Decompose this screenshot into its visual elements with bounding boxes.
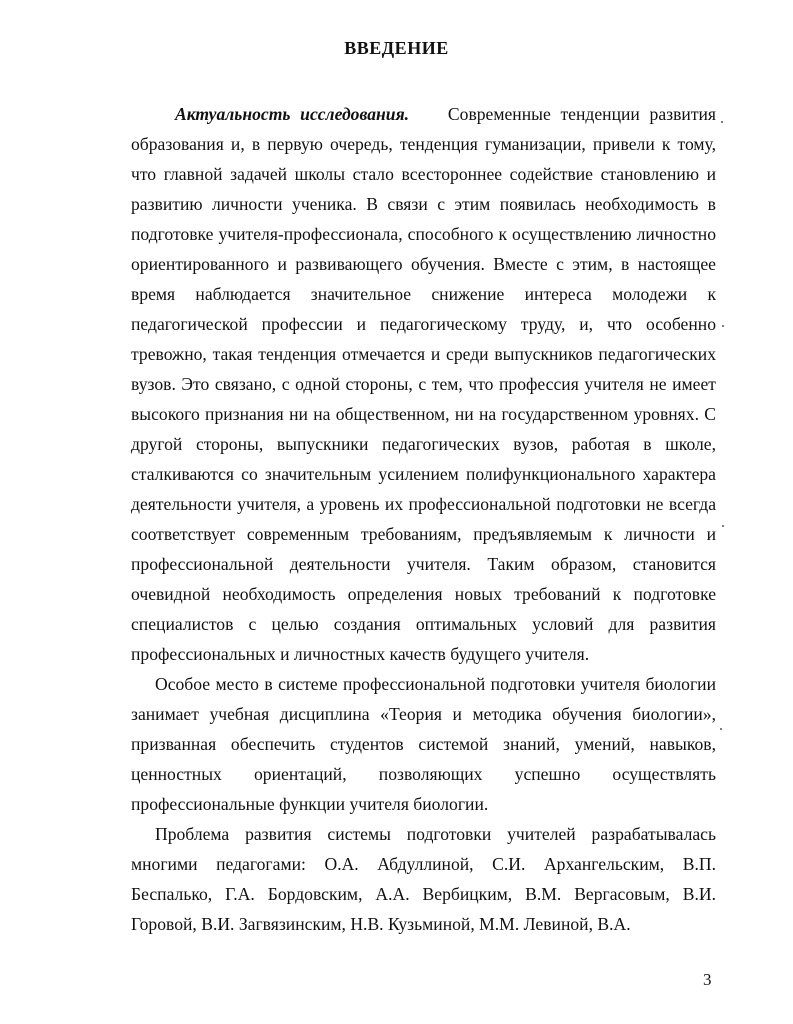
body-text — [131, 99, 716, 939]
scan-speck — [721, 121, 723, 123]
paragraph-problem: Проблема развития системы подготовки учителей разрабатывалась многими педагогами: О.А. Абдуллиной, С.И. Архангельским, В.П. Беспалько, Г.А. Бордовским, А.А. Вербицким, В.М. Вергасовым, В.И. Горовой, В.И. Загвязинским, Н.В. Кузьминой, М.М. Левиной, В.А. — [131, 824, 716, 934]
page-title: ВВЕДЕНИЕ — [344, 38, 449, 58]
scan-speck — [722, 325, 724, 327]
paragraph-relevance — [131, 99, 716, 669]
paragraph-discipline: Особое место в системе профессиональной подготовки учителя биологии занимает учебная дисциплина «Теория и методика обучения биологии», призванная обеспечить студентов системой знаний, умений, навыков, ценностных ориентаций, позволяющих успешно осуществлять профессиональные функции учителя биологии. — [131, 674, 716, 814]
paragraph-text: Современные тенденции развития образования и, в первую очередь, тенденция гуманизации, привели к тому, что главной задачей школы стало всестороннее содействие становлению и развитию личности ученика. В связи с этим появилась необходимость в подготовке учителя-профессионала, способного к осуществлению личностно ориентированного и развивающего обучения. Вместе с этим, в настоящее время наблюдается значительное снижение интереса молодежи к педагогической профессии и педагогическому труду, и, что особенно тревожно, такая тенденция отмечается и среди выпускников педагогических вузов. Это связано, с одной стороны, с тем, что профессия учителя не имеет высокого признания ни на общественном, ни на государственном уровнях. С другой стороны, выпускники педагогических вузов, работая в школе, сталкиваются со значительным усилением полифункционального характера деятельности учителя, а уровень их профессиональной подготовки не всегда соответствует современным требованиям, предъявляемым к личности и профессиональной деятельности учителя. Таким образом, становится очевидной необходимость определения новых требований к подготовке специалистов с целью создания оптимальных условий для развития профессиональных и личностных качеств будущего учителя. — [131, 104, 717, 664]
paragraph-lead: Актуальность исследования. — [175, 104, 410, 124]
scan-speck — [720, 728, 722, 730]
scan-speck — [722, 525, 724, 527]
page-number: 3 — [703, 970, 712, 989]
